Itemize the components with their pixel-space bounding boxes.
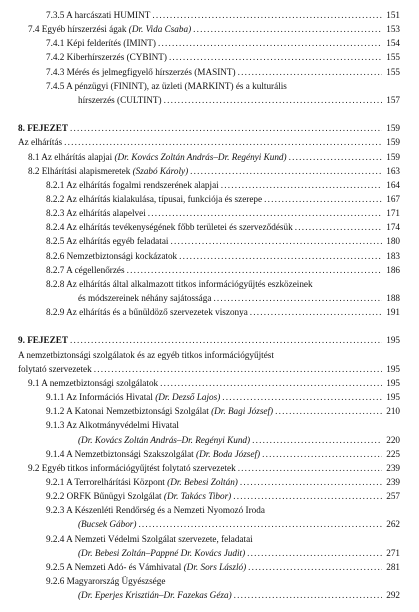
toc-line <box>0 80 419 92</box>
toc-line <box>0 264 419 276</box>
toc-entry-title: folytató szervezetek <box>18 363 92 374</box>
dot-leader <box>170 235 382 247</box>
toc-page-number: 174 <box>386 222 400 233</box>
toc-entry-title: 7.4 Egyéb hírszerzési ágak <box>28 24 127 35</box>
toc-page-number: 271 <box>386 547 400 558</box>
toc-entry-title: 9.1.3 Az Alkotmányvédelmi Hivatal <box>46 420 179 431</box>
toc-page-number: 186 <box>386 264 400 275</box>
toc-page-number: 154 <box>386 38 400 49</box>
toc-entry-title: 9.1 A nemzetbiztonsági szolgálatok <box>28 377 159 388</box>
toc-page-number: 220 <box>386 434 400 445</box>
toc-page-number: 257 <box>386 491 400 502</box>
dot-leader <box>247 547 382 559</box>
toc-entry <box>46 37 400 49</box>
toc-entry-title: 8.2.2 Az elhárítás kialakulása, típusai, funkciója és szerepe <box>46 193 263 204</box>
dot-leader <box>169 51 382 63</box>
dot-leader <box>127 264 382 276</box>
toc-entry-title: Az elhárítás <box>18 137 63 148</box>
toc-line <box>0 23 419 35</box>
dot-leader <box>295 221 382 233</box>
toc-page-number: 155 <box>386 52 400 63</box>
dot-leader <box>70 122 382 134</box>
dot-leader <box>252 434 382 446</box>
toc-entry <box>46 66 400 78</box>
toc-line <box>0 221 419 233</box>
toc-entry-title: 9.2.5 A Nemzeti Adó- és Vámhivatal <box>46 561 182 572</box>
toc-page-number: 183 <box>386 250 400 261</box>
toc-line <box>0 51 419 63</box>
toc-page-number: 157 <box>386 94 400 105</box>
toc-entry <box>46 533 253 545</box>
toc-entry <box>78 547 400 559</box>
toc-line <box>0 533 419 545</box>
toc-line <box>0 66 419 78</box>
toc-entry-title: 7.4.2 Kiberhírszerzés (CYBINT) <box>46 52 167 63</box>
toc-entry-title: 9.1.4 A Nemzetbiztonsági Szakszolgálat <box>46 448 194 459</box>
dot-leader <box>289 151 382 163</box>
toc-entry <box>78 589 400 601</box>
toc-page-number: 195 <box>386 363 400 374</box>
dot-leader <box>240 476 382 488</box>
toc-entry-author: (Dr. Bebesi Zoltán–Pappné Dr. Kovács Judit) <box>78 547 246 558</box>
toc-page-number: 195 <box>386 377 400 388</box>
toc-entry-title: 7.4.3 Mérés és jelmegfigyelő hírszerzés (MASINT) <box>46 66 236 77</box>
toc-entry <box>46 193 400 205</box>
toc-entry <box>18 363 400 375</box>
toc-entry <box>18 349 274 361</box>
dot-leader <box>238 66 382 78</box>
toc-page-number: 239 <box>386 476 400 487</box>
toc-page-number: 153 <box>386 24 400 35</box>
toc-entry <box>46 278 313 290</box>
toc-line <box>0 589 419 601</box>
toc-entry <box>46 9 400 21</box>
toc-line <box>0 151 419 163</box>
dot-leader <box>138 518 382 530</box>
toc-page-number: 225 <box>386 448 400 459</box>
toc-entry-author: (Bucsek Gábor) <box>78 519 137 530</box>
toc-entry <box>46 405 400 417</box>
toc-entry-title: A nemzetbiztonsági szolgálatok és az egyéb titkos információgyűjtést <box>18 349 274 360</box>
toc-entry-author: (Szabó Károly) <box>132 165 189 176</box>
toc-line <box>0 434 419 446</box>
toc-entry-author: (Dr. Kovács Zoltán András–Dr. Regényi Kund) <box>114 151 287 162</box>
toc-entry-title: 9.1.2 A Katonai Nemzetbiztonsági Szolgálat <box>46 406 209 417</box>
toc-entry <box>78 292 400 304</box>
toc-entry <box>28 165 400 177</box>
toc-line <box>0 278 419 290</box>
toc-entry-author: (Dr. Kovács Zoltán András–Dr. Regényi Kund) <box>78 434 251 445</box>
dot-leader <box>179 250 382 262</box>
dot-leader <box>158 37 382 49</box>
toc-entry <box>28 151 400 163</box>
toc-entry <box>46 391 400 403</box>
toc-page-number: 195 <box>386 335 400 346</box>
toc-page-number: 281 <box>386 561 400 572</box>
toc-page-number: 210 <box>386 406 400 417</box>
toc-entry <box>46 207 400 219</box>
toc-line <box>0 575 419 587</box>
toc-entry <box>18 334 400 346</box>
toc-entry <box>46 51 400 63</box>
toc-entry-author: (Dr. Takács Tibor) <box>163 491 232 502</box>
dot-leader <box>248 561 382 573</box>
dot-leader <box>213 292 382 304</box>
toc-entry <box>46 264 400 276</box>
toc-line <box>0 136 419 148</box>
toc-entry-title: 9.2.1 A Terrorelhárítási Központ <box>46 476 165 487</box>
dot-leader <box>160 377 382 389</box>
toc-entry-author: (Dr. Vida Csaba) <box>128 24 192 35</box>
toc-entry <box>46 476 400 488</box>
toc-line <box>0 193 419 205</box>
toc-page-number: 239 <box>386 462 400 473</box>
toc-entry <box>78 518 400 530</box>
toc-line <box>0 518 419 530</box>
dot-leader <box>190 165 382 177</box>
toc-line <box>0 504 419 516</box>
toc-entry-author: (Dr. Bagi József) <box>211 406 274 417</box>
toc-entry <box>28 23 400 35</box>
toc-entry-title: 8.2.7 A cégellenőrzés <box>46 264 125 275</box>
dot-leader <box>148 207 382 219</box>
toc-entry <box>18 136 400 148</box>
toc-page-number: 159 <box>386 137 400 148</box>
toc-page-number: 191 <box>386 307 400 318</box>
toc-page-number: 163 <box>386 165 400 176</box>
toc-page-number: 180 <box>386 236 400 247</box>
toc-entry-title: 7.4.5 A pénzügyi (FININT), az üzleti (MARKINT) és a kulturális <box>46 80 287 91</box>
toc-entry-title: 9.2.3 A Készenléti Rendőrség és a Nemzeti Nyomozó Iroda <box>46 505 265 516</box>
toc-page-number: 164 <box>386 179 400 190</box>
toc-entry-title: 7.4.1 Képi felderítés (IMINT) <box>46 38 156 49</box>
toc-entry <box>46 221 400 233</box>
toc-entry-title: 7.3.5 A harcászati HUMINT <box>46 10 151 20</box>
toc-line <box>0 349 419 361</box>
dot-leader <box>275 405 382 417</box>
toc-entry-title: 8.2.4 Az elhárítás tevékenységének főbb területei és szerveződésük <box>46 222 293 233</box>
toc-page-number: 171 <box>386 208 400 219</box>
toc-line <box>0 94 419 106</box>
toc-line <box>0 490 419 502</box>
toc-line <box>0 37 419 49</box>
toc-page-number: 151 <box>386 10 400 20</box>
toc-entry-title: 8.2.5 Az elhárítás egyéb feladatai <box>46 236 169 247</box>
toc-entry <box>18 122 400 134</box>
toc-entry-author: (Dr. Sors László) <box>183 561 247 572</box>
toc-line <box>0 306 419 318</box>
toc-line <box>0 405 419 417</box>
dot-leader <box>222 391 382 403</box>
toc-line <box>0 235 419 247</box>
toc-line <box>0 122 419 134</box>
dot-leader <box>233 490 382 502</box>
toc-entry-title: hírszerzés (CULTINT) <box>78 94 162 105</box>
dot-leader <box>94 363 382 375</box>
toc-entry-title: 8.2.9 Az elhárítás és a bűnüldöző szervezetek viszonya <box>46 307 248 318</box>
toc-entry-title: 8. FEJEZET <box>18 123 69 134</box>
toc-entry-title: 9.2.2 ORFK Bűnügyi Szolgálat <box>46 491 162 502</box>
toc-entry-title: 8.2.3 Az elhárítás alapelvei <box>46 208 146 219</box>
toc-entry <box>46 419 179 431</box>
toc-line <box>0 561 419 573</box>
dot-leader <box>64 136 382 148</box>
toc-line <box>0 292 419 304</box>
toc-entry <box>46 561 400 573</box>
toc-page-number: 155 <box>386 66 400 77</box>
dot-leader <box>250 306 382 318</box>
toc-entry-author: (Dr. Dezső Lajos) <box>155 392 221 403</box>
toc-entry <box>28 377 400 389</box>
toc-entry-title: 9.2 Egyéb titkos információgyűjtést folytató szervezetek <box>28 462 236 473</box>
dot-leader <box>193 23 382 35</box>
toc-entry-title: 9.2.4 A Nemzeti Védelmi Szolgálat szervezete, feladatai <box>46 533 253 544</box>
toc-entry-title: 8.2.1 Az elhárítás fogalmi rendszerének alapjai <box>46 179 219 190</box>
toc-entry <box>46 504 265 516</box>
toc-line <box>0 391 419 403</box>
toc-page-number: 292 <box>386 590 400 601</box>
toc-page-number: 167 <box>386 193 400 204</box>
dot-leader <box>238 462 382 474</box>
toc-entry-title: 8.1 Az elhárítás alapjai <box>28 151 113 162</box>
toc-entry-author: (Dr. Boda József) <box>196 448 261 459</box>
dot-leader <box>70 334 382 346</box>
dot-leader <box>221 179 382 191</box>
toc-entry <box>78 94 400 106</box>
toc-entry-title: 8.2.6 Nemzetbiztonsági kockázatok <box>46 250 178 261</box>
toc-entry <box>46 448 400 460</box>
toc-entry-author: (Dr. Bebesi Zoltán) <box>167 476 238 487</box>
toc-entry-title: 8.2.8 Az elhárítás által alkalmazott titkos információgyűjtés eszközeinek <box>46 278 313 289</box>
toc-entry <box>28 462 400 474</box>
toc-line <box>0 363 419 375</box>
toc-line <box>0 547 419 559</box>
toc-line <box>0 250 419 262</box>
toc-entry <box>46 490 400 502</box>
toc-line <box>0 207 419 219</box>
dot-leader <box>262 448 382 460</box>
toc-page-number: 159 <box>386 123 400 134</box>
toc-entry-author: (Dr. Eperjes Krisztián–Dr. Fazekas Géza) <box>78 590 232 601</box>
toc-line <box>0 419 419 431</box>
toc-entry-title: 9.2.6 Magyarország Ügyészsége <box>46 576 166 586</box>
toc-page-number: 195 <box>386 392 400 403</box>
dot-leader <box>164 94 382 106</box>
toc-entry <box>46 179 400 191</box>
toc-page-number: 159 <box>386 151 400 162</box>
toc-page-number: 262 <box>386 519 400 530</box>
dot-leader <box>264 193 382 205</box>
toc-entry <box>46 250 400 262</box>
dot-leader <box>152 9 382 21</box>
toc-entry <box>46 575 165 587</box>
toc-entry <box>78 434 400 446</box>
toc-line <box>0 377 419 389</box>
toc-entry-title: 9. FEJEZET <box>18 335 69 346</box>
toc-line <box>0 448 419 460</box>
toc-entry <box>46 306 400 318</box>
toc-page-number: 188 <box>386 293 400 303</box>
toc-line <box>0 334 419 346</box>
toc-line <box>0 476 419 488</box>
toc-line <box>0 165 419 177</box>
toc-line <box>0 9 419 21</box>
dot-leader <box>234 589 382 601</box>
toc-entry <box>46 235 400 247</box>
toc-entry-title: 9.1.1 Az Információs Hivatal <box>46 392 153 403</box>
toc-entry-title: és módszereinek néhány sajátossága <box>78 293 212 303</box>
toc-line <box>0 179 419 191</box>
toc-entry-title: 8.2 Elhárítási alapismeretek <box>28 165 131 176</box>
toc-entry <box>46 80 287 92</box>
toc-line <box>0 462 419 474</box>
